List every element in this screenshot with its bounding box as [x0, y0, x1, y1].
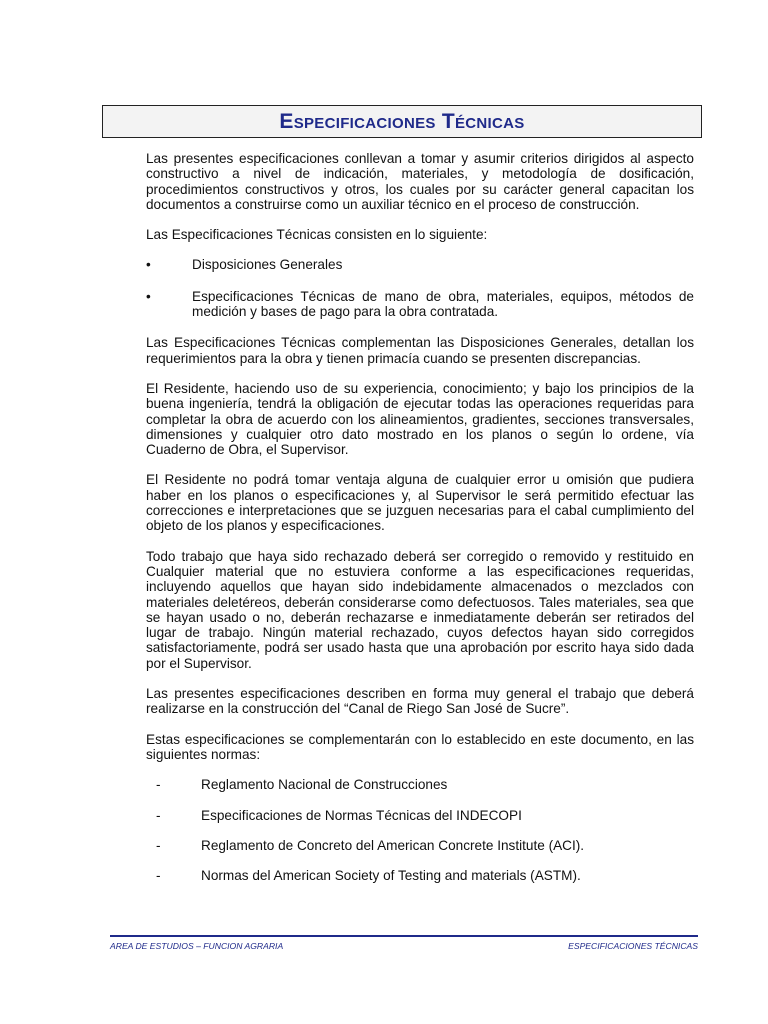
bullet-marker: • — [146, 257, 151, 273]
list-item — [146, 838, 694, 853]
dash-marker: - — [156, 868, 161, 884]
page-title: Especificaciones Técnicas — [279, 109, 525, 133]
norms-list — [146, 777, 694, 883]
list-item — [146, 777, 694, 792]
list-item-text: Normas del American Society of Testing and materials (ASTM). — [201, 868, 581, 884]
list-item — [146, 868, 694, 883]
body-paragraph: El Residente no podrá tomar ventaja alguna de cualquier error u omisión que pudiera haber en los planos o especificaciones y, al Supervisor le será permitido efectuar las correcciones e interpretaciones que se juzguen necesarias para el cabal cumplimiento del objeto de los planos y especificaciones. — [146, 472, 694, 534]
dash-marker: - — [156, 807, 161, 823]
list-item-text: Disposiciones Generales — [192, 257, 343, 273]
bullet-marker: • — [146, 288, 151, 304]
dash-marker: - — [156, 837, 161, 853]
footer-divider — [110, 935, 698, 937]
title-box — [102, 105, 702, 138]
list-item — [146, 808, 694, 823]
bullet-list — [146, 257, 694, 319]
page-footer — [110, 941, 698, 951]
list-intro-paragraph: Las Especificaciones Técnicas consisten en lo siguiente: — [146, 227, 488, 243]
list-item — [146, 257, 694, 272]
dash-marker: - — [156, 777, 161, 793]
list-item — [146, 289, 694, 320]
list-item-text: Especificaciones de Normas Técnicas del INDECOPI — [201, 807, 522, 823]
body-paragraph: El Residente, haciendo uso de su experiencia, conocimiento; y bajo los principios de la buena ingeniería, tendrá la obligación de ejecutar todas las operaciones requeridas para completar la obra de acuerdo con los alineamientos, gradientes, secciones transversales, dimensiones y cualquier otro dato mostrado en los planos o según lo ordene, vía Cuaderno de Obra, el Supervisor. — [146, 380, 694, 458]
body-paragraph: Las presentes especificaciones describen en forma muy general el trabajo que deberá realizarse en la construcción del “Canal de Riego San José de Sucre”. — [146, 686, 694, 717]
list-item-text: Reglamento de Concreto del American Concrete Institute (ACI). — [201, 837, 585, 853]
list-item-text: Reglamento Nacional de Construcciones — [201, 777, 448, 793]
footer-left-text: AREA DE ESTUDIOS – FUNCION AGRARIA — [110, 941, 284, 951]
body-paragraph: Las Especificaciones Técnicas complementan las Disposiciones Generales, detallan los requerimientos para la obra y tienen primacía cuando se presenten discrepancias. — [146, 335, 694, 366]
footer-right-text: ESPECIFICACIONES TÉCNICAS — [568, 941, 698, 951]
list-item-text: Especificaciones Técnicas de mano de obra, materiales, equipos, métodos de medición y bases de pago para la obra contratada. — [192, 288, 694, 320]
document-body — [146, 151, 694, 898]
body-paragraph: Estas especificaciones se complementarán con lo establecido en este documento, en las siguientes normas: — [146, 731, 694, 762]
intro-paragraph: Las presentes especificaciones conllevan a tomar y asumir criterios dirigidos al aspecto constructivo a nivel de indicación, materiales, y metodología de dosificación, procedimientos constructivos y otros, los cuales por su carácter general capacitan los documentos a construirse como un auxiliar técnico en el proceso de construcción. — [146, 151, 694, 212]
body-paragraph: Todo trabajo que haya sido rechazado deberá ser corregido o removido y restituido en Cualquier material que no estuviera conforme a las especificaciones requeridas, incluyendo aquellos que hayan sido indebidamente almacenados o mezclados con materiales deletéreos, deberán considerarse como defectuosos. Tales materiales, sea que se hayan usado o no, deberán rechazarse e inmediatamente deberán ser retirados del lugar de trabajo. Ningún material rechazado, cuyos defectos hayan sido corregidos satisfactoriamente, podrá ser usado hasta que una aprobación por escrito haya sido dada por el Supervisor. — [146, 548, 694, 671]
